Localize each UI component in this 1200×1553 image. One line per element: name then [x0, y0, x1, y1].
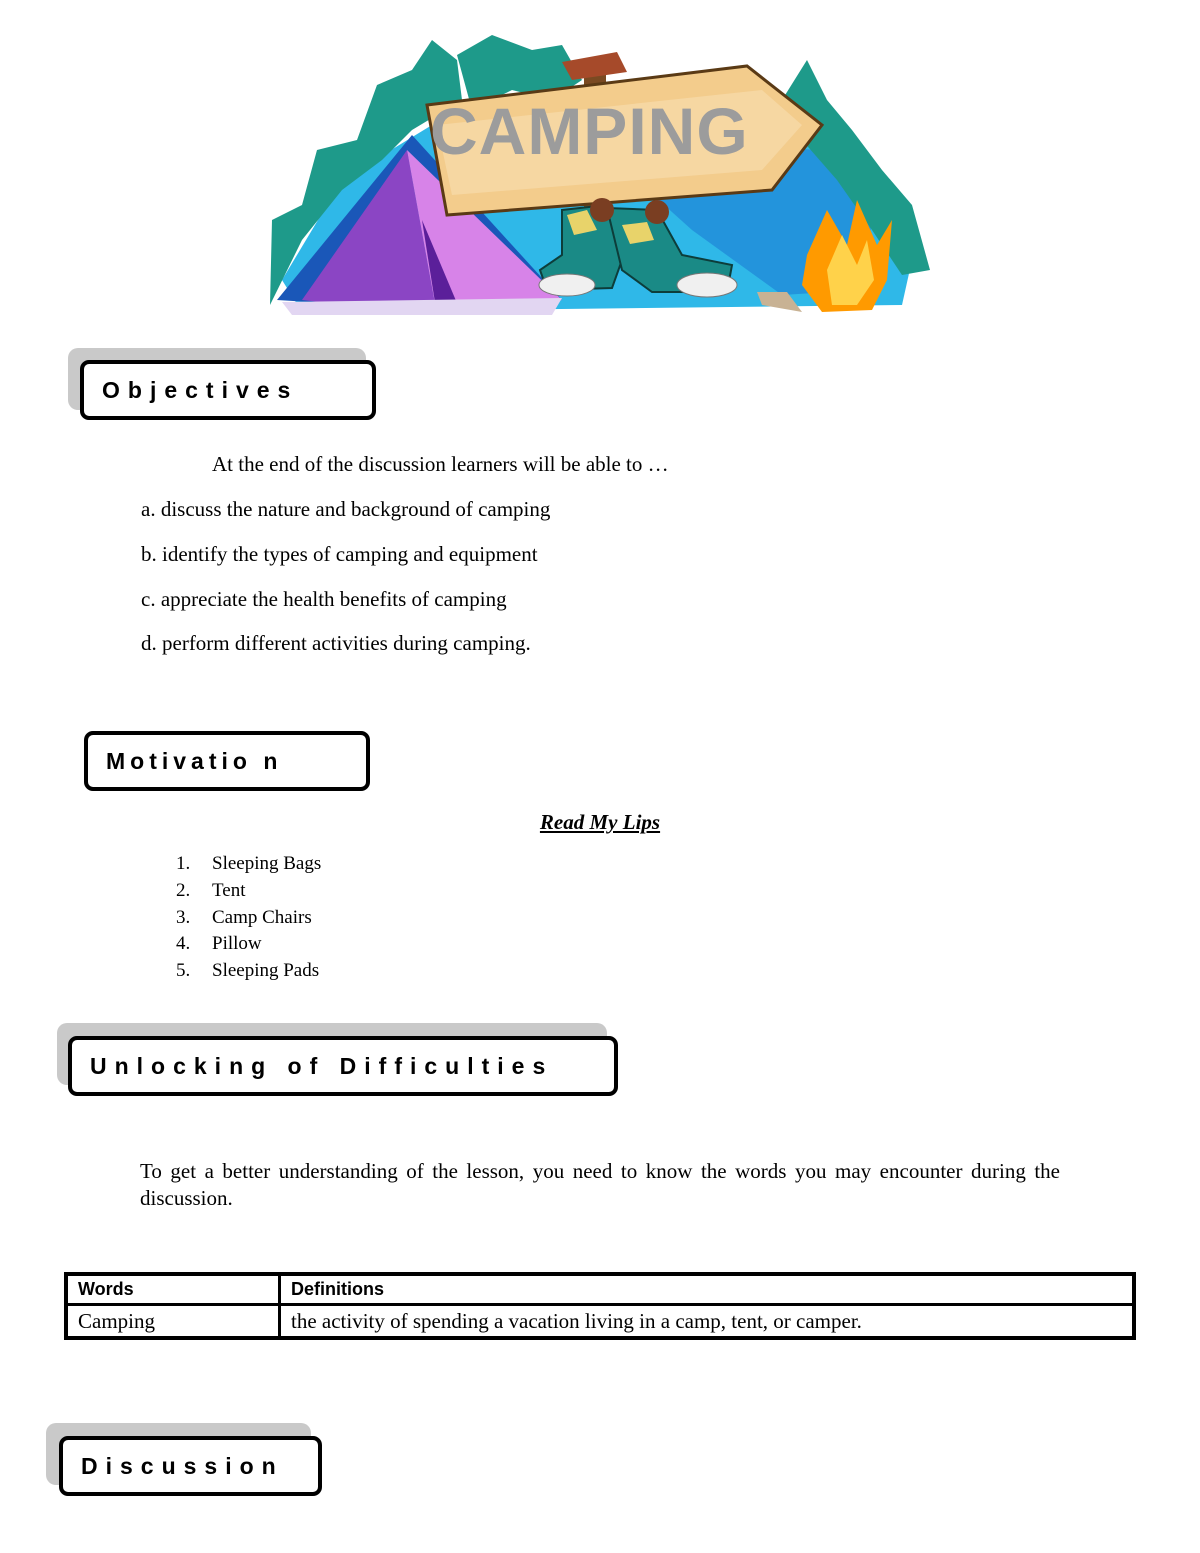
objective-item: a. discuss the nature and background of camping — [141, 497, 551, 521]
list-item: 2. Tent — [176, 879, 246, 901]
objective-item: c. appreciate the health benefits of camping — [141, 587, 507, 611]
unlocking-intro-paragraph: To get a better understanding of the lesson, you need to know the words you may encounter during the discussion. — [140, 1159, 1060, 1210]
list-item: 5. Sleeping Pads — [176, 960, 320, 982]
column-header-definitions: Definitions — [280, 1274, 1135, 1305]
list-item: 1. Sleeping Bags — [176, 853, 322, 874]
banner-title: CAMPING — [430, 94, 749, 168]
motivation-header-label: Motivatio n — [84, 731, 370, 791]
motivation-list — [176, 851, 321, 985]
discussion-header-label: Discussion — [59, 1436, 322, 1496]
list-item: 3. Camp Chairs — [176, 906, 312, 928]
sign-post-cap — [562, 52, 627, 80]
motivation-activity-title — [0, 810, 1200, 835]
objective-item: d. perform different activities during camping. — [141, 631, 531, 655]
column-header-words: Words — [66, 1274, 280, 1305]
table-row — [66, 1305, 1134, 1339]
definition-cell: the activity of spending a vacation living in a camp, tent, or camper. — [280, 1305, 1135, 1339]
vocabulary-table — [64, 1272, 1136, 1340]
word-cell: Camping — [66, 1305, 280, 1339]
motivation-title-text: Read My Lips — [539, 810, 661, 834]
objectives-intro: At the end of the discussion learners will be able to … — [212, 452, 669, 476]
objective-item: b. identify the types of camping and equipment — [141, 542, 538, 566]
list-item: 4. Pillow — [176, 933, 262, 955]
camping-banner-illustration — [262, 30, 934, 320]
objectives-header-label: Objectives — [80, 360, 376, 420]
unlocking-header-label: Unlocking of Difficulties — [68, 1036, 618, 1096]
table-header-row — [66, 1274, 1134, 1305]
